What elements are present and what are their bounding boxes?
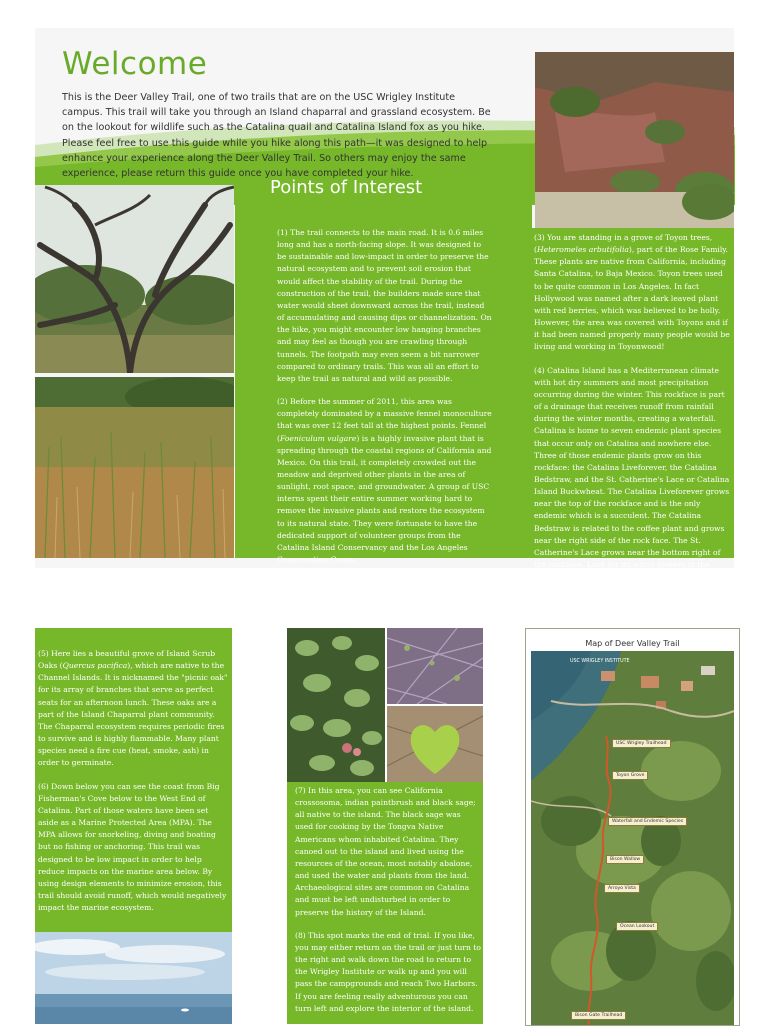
rockface-photo — [535, 52, 734, 228]
map-label-ocean-lookout: Ocean Lookout — [616, 922, 658, 931]
welcome-title: Welcome — [62, 46, 208, 82]
heart-leaf-photo — [387, 706, 483, 782]
poi-1-text: (1) The trail connects to the main road. It is 0.6 miles long and has a north-facing slope. It was designed to be sustainable and low-impact in order to preserve the natural ecosystem and to prevent soil erosion that would affect the stability of the trail. During the construction of the trail, the builders made sure that water would sheet downward across the trail, instead of accumulating and causing dips or channelization. On the hike, you might encounter low hanging branches and may feel as though you are crawling through tunnels. The footpath may even seem a bit narrower compared to ordinary trails. This was all an effort to keep the trail as natural and wild as possible. — [277, 228, 492, 383]
map-label-trailhead: USC Wrigley Trailhead — [612, 739, 671, 748]
map-label-waterfall: Waterfall and Endemic Species — [608, 817, 687, 826]
poi-8-text: (8) This spot marks the end of trial. If you like, you may either return on the trail or just turn to the right and walk down the road to return to the Wrigley Institute or walk up and you will pass the campgrounds and reach Two Harbors. If you are feeling really adventurous you can turn left and explore the interior of the island. — [295, 930, 481, 1013]
ocean-view-photo — [35, 932, 232, 1024]
poi-right-column-text — [534, 232, 730, 594]
map-label-toyon-grove: Toyon Grove — [612, 771, 648, 780]
map-label-bison-gate: Bison Gate Trailhead — [571, 1011, 626, 1020]
map-title: Map of Deer Valley Trail — [585, 639, 680, 648]
oak-tree-photo — [35, 185, 234, 373]
poi-3-text: (3) You are standing in a grove of Toyon trees, (Heteromeles arbutifolia), part of the Rose Family. These plants are native from California, including Santa Catalina, to Baja Mexico. Toyon trees used to be quite common in Los Angeles. In fact Hollywood was named after a dark leaved plant with red berries, which was believed to be holly. However, the area was covered with Toyons and if it had been named properly many people would be living and working in Toyonwood! — [534, 233, 730, 352]
poi-2-text: (2) Before the summer of 2011, this area was completely dominated by a massive fennel monoculture that was over 12 feet tall at the highest points. Fennel (Foeniculum vulgare) is a highly invasive plant that is spreading through the coastal regions of California and Mexico. On this trail, it completely crowded out the meadow and deprived other plants in the area of sunlight, root space, and groundwater. A group of USC interns spent their entire summer working hard to remove the invasive plants and restore the ecosystem to its natural state. They were fortunate to have the dedicated support of volunteer groups from the Catalina Island Conservancy and the Los Angeles Conservation Corps. — [277, 397, 492, 565]
poi-6-text: (6) Down below you can see the coast from Big Fisherman's Cove below to the West End of Catalina. Part of those waters have been set aside as a Marine Protected Area (MPA). The MPA allows for snorkeling, diving and boating but no fishing or anchoring. This trail was designed to be low impact in order to help reduce impacts on the marine area below. By using design elements to minimize erosion, this trail should avoid runoff, which would negatively impact the marine ecosystem. — [38, 781, 227, 913]
trail-map — [525, 628, 740, 1026]
points-of-interest-title: Points of Interest — [270, 177, 423, 198]
poi-7-text: (7) In this area, you can see California crossosoma, indian paintbrush and black sage; all native to the island. The black sage was used for cooking by the Tongva Native Americans whom inhabited Catalina. They canoed out to the island and lived using the resources of the ocean, most notably abalone, and used the water and plants from the land. Archaeological sites are common on Catalina and must be left undisturbed in order to preserve the history of the Island. — [295, 786, 476, 917]
welcome-intro-text: This is the Deer Valley Trail, one of two trails that are on the USC Wrigley Institute campus. This trail will take you through an Island chaparral and grassland ecosystem. Be on the lookout for wildlife such as the Catalina quail and Catalina Island fox as you hike. Please feel free to use this guide while you hike along this path—it was designed to help enhance your experience along the Deer Valley Trail. So others may enjoy the same experience, please return this guide once you have completed your hike. — [62, 92, 491, 180]
meadow-photo — [35, 377, 234, 558]
poi-4-text: (4) Catalina Island has a Mediterranean climate with hot dry summers and most precipitation occurring during the winter. This rockface is part of a drainage that receives runoff from rainfall during the winter months, creating a waterfall. Catalina is home to seven endemic plant species that occur only on Catalina and nowhere else. Three of those endemic plants grow on this rockface: the Catalina Liveforever, the Catalina Bedstraw, and the St. Catherine's Lace or Catalina Island Buckwheat. The Catalina Liveforever grows near the top of the rockface and is the only endemic which is a succulent. The Catalina Bedstraw is related to the coffee plant and grows near the right side of the rock face. The St. Catherine's Lace grows near the bottom right of the rockface. Look for its white flowers in the spring or deep russet flowers in the fall. — [534, 365, 730, 582]
map-label-bison-wallow: Bison Wallow — [606, 855, 644, 864]
poi-lower-left-text — [38, 648, 229, 925]
poi-5-text: (5) Here lies a beautiful grove of Island Scrub Oaks (Quercus pacifica), which are native to the Channel Islands. It is nicknamed the "picnic oak" for its array of branches that serve as perfect seats for an afternoon lunch. These oaks are a part of the Island Chaparral plant community. The Chaparral ecosystem requires periodic fires to survive and is highly flammable. Many plant species need a fire cue (heat, smoke, ash) in order to germinate. — [38, 649, 228, 768]
map-label-arroyo-vista: Arroyo Vista — [604, 884, 640, 893]
crossosoma-plant-photo — [287, 628, 385, 782]
map-label-institute: USC WRIGLEY INSTITUTE — [570, 659, 630, 664]
poi-lower-middle-text — [295, 785, 481, 1026]
map-aerial-image — [531, 651, 734, 1025]
black-sage-photo — [387, 628, 483, 704]
poi-column-text — [277, 227, 492, 577]
